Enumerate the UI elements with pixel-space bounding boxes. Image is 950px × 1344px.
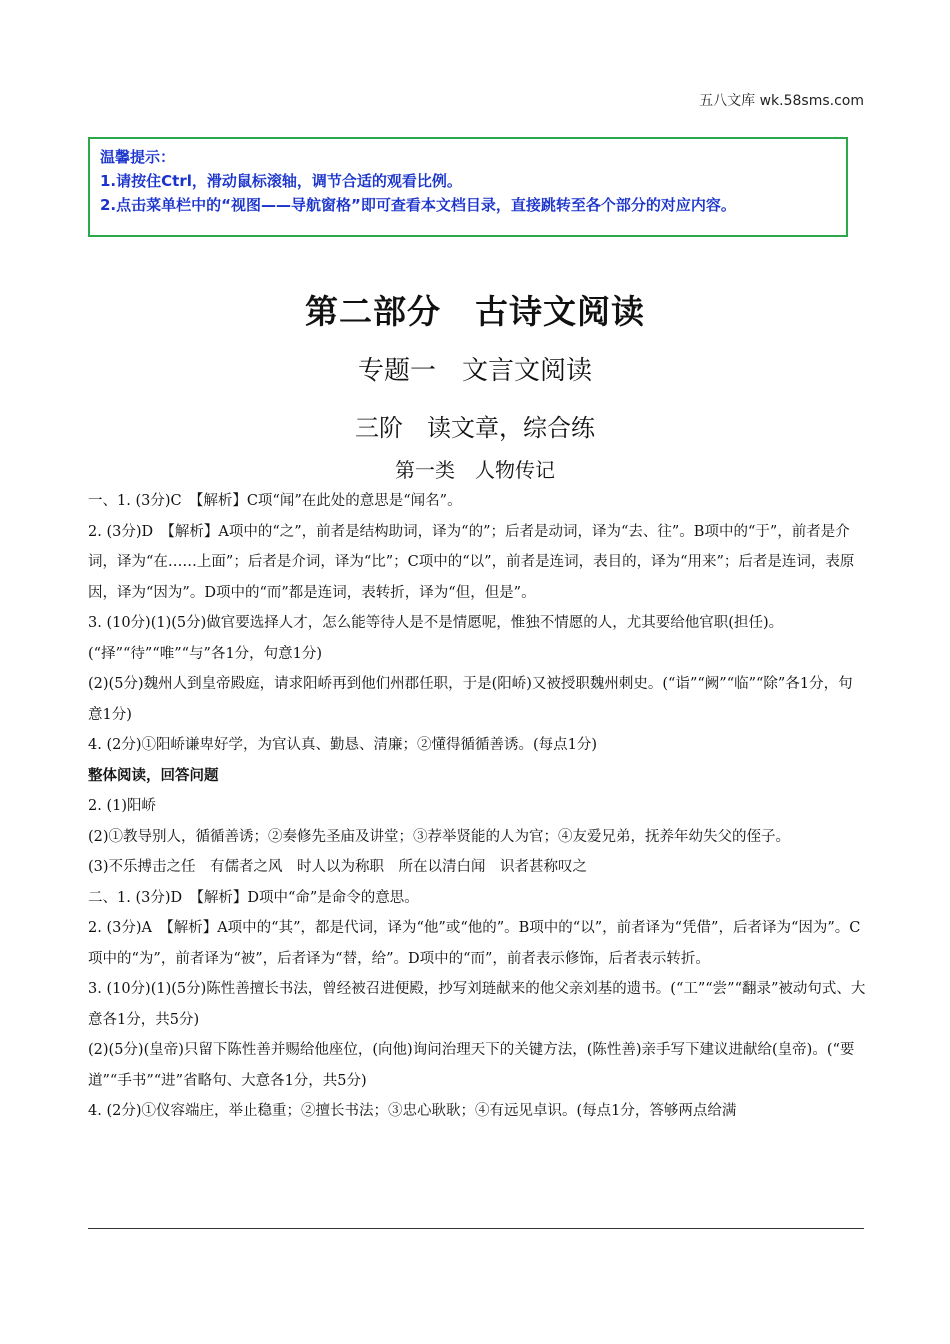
topic-title: 专题一 文言文阅读 xyxy=(357,356,592,386)
answer-paragraph: 2. (3分)A 【解析】A项中的“其”，都是代词，译为“他”或“他的”。B项中的“以”，前者译为“凭借”，后者译为“因为”。C项中的“为”，前者译为“被”，后者译为“替，给”。D项中的“而”，前者表示修饰，后者表示转折。 xyxy=(88,920,861,967)
stage-title: 三阶 读文章，综合练 xyxy=(355,414,595,442)
answer-paragraph: 一、1. (3分)C 【解析】C项“闻”在此处的意思是“闻名”。 xyxy=(88,493,462,509)
answer-paragraph: 2. (3分)D 【解析】A项中的“之”，前者是结构助词，译为“的”；后者是动词，译为“去、往”。B项中的“于”，前者是介词，译为“在……上面”；后者是介词，译为“比”；C项中的“以”，前者是连词，表目的，译为“用来”；后者是连词，表原因，译为“因为”。D项中的“而”都是连词，表转折，译为“但，但是”。 xyxy=(88,523,855,601)
tip-title: 温馨提示： xyxy=(100,148,176,166)
answer-content xyxy=(88,486,866,1127)
answer-paragraph: 4. (2分)①仪容端庄，举止稳重；②擅长书法；③忠心耿耿；④有远见卓识。(每点1分，答够两点给满 xyxy=(88,1103,737,1119)
part-title: 第二部分 古诗文阅读 xyxy=(305,292,645,331)
answer-paragraph: (2)(5分)魏州人到皇帝殿庭，请求阳峤再到他们州郡任职，于是(阳峤)又被授职魏州刺史。(“诣”“阙”“临”“除”各1分，句意1分) xyxy=(88,676,853,723)
answer-paragraph: (3)不乐搏击之任 有儒者之风 时人以为称职 所在以清白闻 识者甚称叹之 xyxy=(88,859,588,875)
answer-paragraph: 3. (10分)(1)(5分)做官要选择人才，怎么能等待人是不是情愿呢，惟独不情愿的人，尤其要给他官职(担任)。(“择”“待”“唯”“与”各1分，句意1分) xyxy=(88,615,784,662)
answer-paragraph: 2. (1)阳峤 xyxy=(88,798,156,814)
answer-paragraph: 4. (2分)①阳峤谦卑好学，为官认真、勤恳、清廉；②懂得循循善诱。(每点1分) xyxy=(88,737,598,753)
page-divider xyxy=(88,1228,864,1229)
answer-paragraph: (2)①教导别人，循循善诱；②奏修先圣庙及讲堂；③荐举贤能的人为官；④友爱兄弟，抚养年幼失父的侄子。 xyxy=(88,828,791,845)
answer-paragraph: (2)(5分)(皇帝)只留下陈性善并赐给他座位，(向他)询问治理天下的关键方法，(陈性善)亲手写下建议进献给(皇帝)。(“要道”“手书”“进”省略句、大意各1分，共5分) xyxy=(88,1042,855,1089)
tip-line-2: 2.点击菜单栏中的“视图——导航窗格”即可查看本文档目录，直接跳转至各个部分的对应内容。 xyxy=(100,196,736,214)
answer-paragraph: 3. (10分)(1)(5分)陈性善擅长书法，曾经被召进便殿，抄写刘琏献来的他父亲刘基的遗书。(“工”“尝”“翻录”被动句式、大意各1分，共5分) xyxy=(88,981,866,1028)
tip-line-1: 1.请按住Ctrl，滑动鼠标滚轴，调节合适的观看比例。 xyxy=(100,172,462,190)
answer-paragraph: 整体阅读，回答问题 xyxy=(88,767,219,784)
watermark: 五八文库 wk.58sms.com xyxy=(699,93,864,109)
answer-paragraph: 二、1. (3分)D 【解析】D项中“命”是命令的意思。 xyxy=(88,889,419,906)
tip-box xyxy=(88,137,848,237)
category-title: 第一类 人物传记 xyxy=(395,458,555,482)
